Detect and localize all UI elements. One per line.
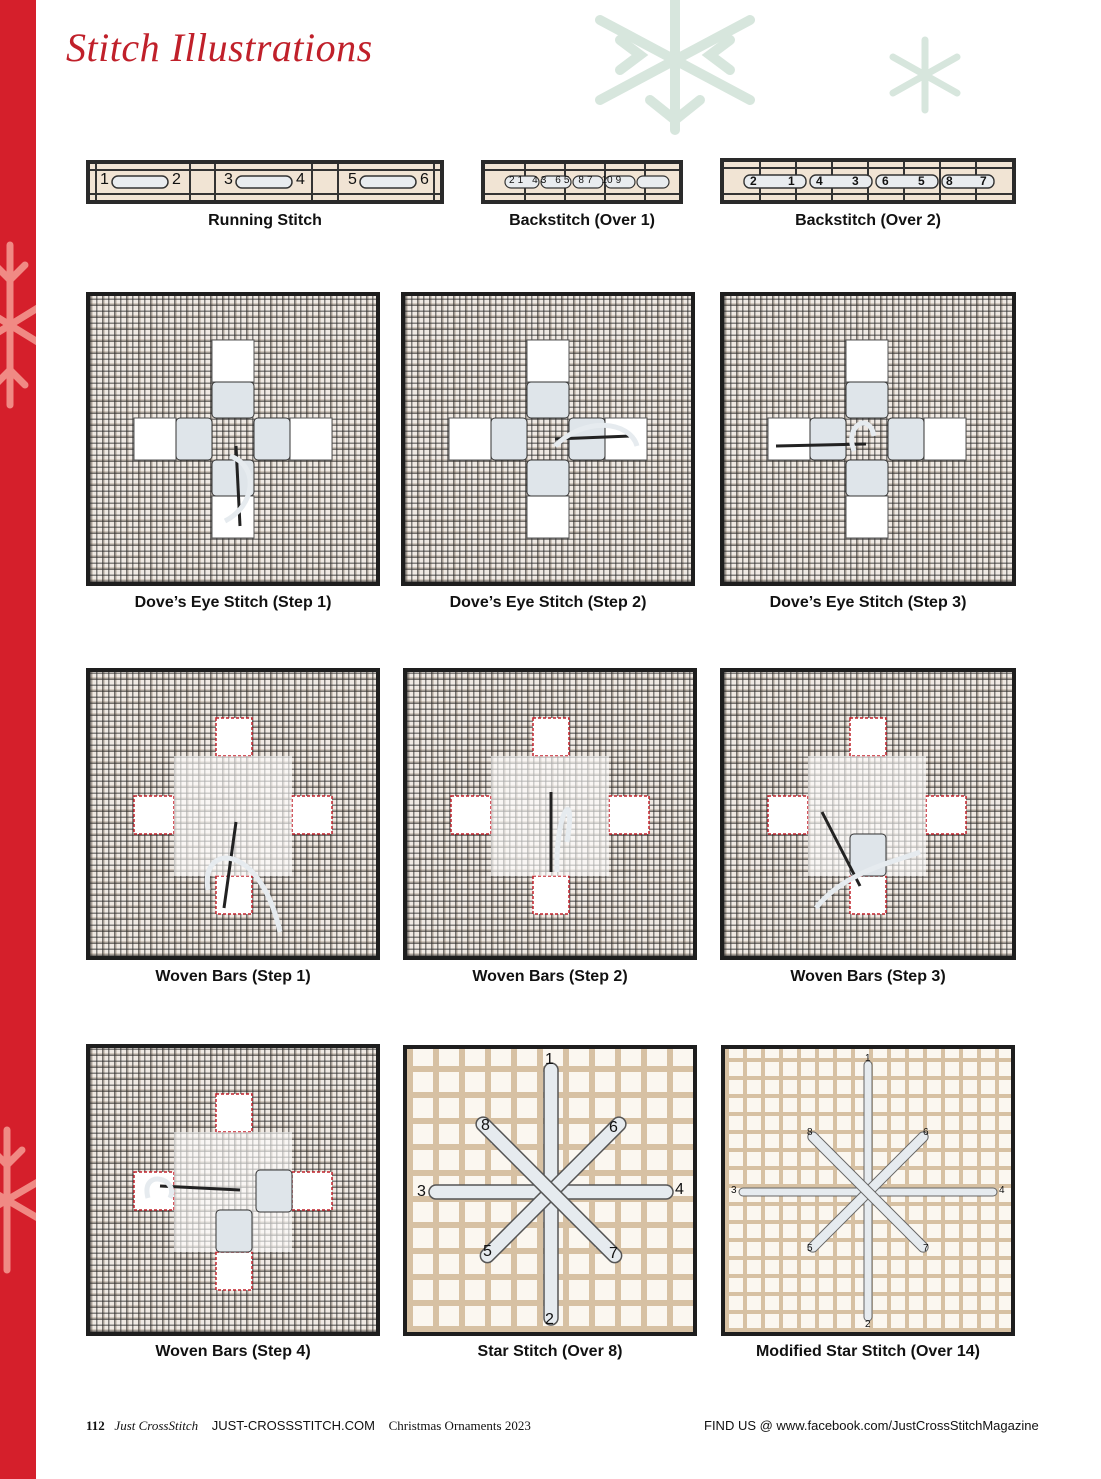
stitch-number: 5 (483, 1243, 492, 1260)
stitch-number: 1 (517, 175, 524, 186)
caption: Woven Bars (Step 1) (155, 968, 311, 985)
side-color-bar (0, 0, 36, 1479)
stitch-number: 3 (417, 1183, 426, 1200)
footer (86, 1418, 531, 1434)
caption: Star Stitch (Over 8) (477, 1343, 623, 1360)
stitch-number: 6 (609, 1119, 618, 1136)
running-stitch-diagram (86, 160, 444, 204)
star-stitch-diagram (403, 1045, 697, 1336)
snowflake-icon (580, 0, 770, 140)
caption: Modified Star Stitch (Over 14) (755, 1343, 981, 1360)
stitch-number: 1 (545, 1051, 554, 1068)
stitch-number: 6 (420, 171, 429, 188)
stitch-number: 4 (296, 171, 305, 188)
stitch-number: 2 (172, 171, 181, 188)
caption: Woven Bars (Step 3) (790, 968, 946, 985)
snowflake-icon (0, 235, 36, 415)
stitch-number: 6 (882, 174, 889, 188)
stitch-number: 5 (918, 174, 925, 188)
stitch-number: 7 (923, 1243, 929, 1254)
stitch-number: 4 (532, 175, 538, 186)
stitch-number: 1 (865, 1053, 871, 1064)
stitch-number: 4 (999, 1185, 1005, 1196)
snowflake-icon (885, 35, 965, 115)
stitch-number: 4 (675, 1181, 684, 1198)
stitch-number: 1 (100, 171, 109, 188)
backstitch-over-2-diagram (720, 158, 1016, 204)
stitch-number: 1 (788, 174, 795, 188)
caption: Backstitch (Over 2) (795, 212, 941, 229)
stitch-number: 8 (578, 175, 584, 186)
page-title: Stitch Illustrations (66, 25, 373, 70)
stitch-number: 2 (509, 175, 515, 186)
stitch-number: 5 (563, 175, 570, 186)
stitch-number: 5 (348, 171, 357, 188)
woven-bars-step-3-diagram (720, 668, 1016, 960)
stitch-number: 5 (807, 1243, 813, 1254)
stitch-number: 8 (946, 174, 953, 188)
magazine-name: Just CrossStitch (114, 1418, 199, 1433)
backstitch-over-1-diagram (481, 160, 683, 204)
stitch-number: 6 (555, 175, 561, 186)
website-link[interactable]: JUST-CROSSSTITCH.COM (211, 1418, 375, 1433)
caption: Woven Bars (Step 2) (472, 968, 628, 985)
snowflake-icon (0, 1120, 36, 1280)
caption: Dove’s Eye Stitch (Step 2) (449, 594, 647, 611)
stitch-number: 8 (807, 1127, 813, 1138)
caption: Backstitch (Over 1) (509, 212, 655, 229)
stitch-number: 7 (609, 1245, 618, 1262)
modified-star-stitch-diagram (721, 1045, 1015, 1336)
stitch-number: 2 (545, 1311, 554, 1328)
stitch-number: 9 (615, 175, 622, 186)
stitch-number: 7 (980, 174, 987, 188)
issue-name: Christmas Ornaments 2023 (388, 1418, 531, 1433)
caption: Dove’s Eye Stitch (Step 1) (134, 594, 332, 611)
stitch-number: 2 (865, 1319, 871, 1330)
page-number: 112 (86, 1418, 105, 1433)
stitch-number: 3 (852, 174, 859, 188)
stitch-number: 7 (586, 175, 593, 186)
stitch-number: 2 (750, 174, 757, 188)
stitch-number: 3 (224, 171, 233, 188)
stitch-number: 8 (481, 1117, 490, 1134)
caption: Woven Bars (Step 4) (155, 1343, 311, 1360)
woven-bars-step-2-diagram (403, 668, 697, 960)
stitch-number: 4 (816, 174, 823, 188)
doves-eye-step-3-diagram (720, 292, 1016, 586)
caption: Running Stitch (208, 212, 322, 229)
woven-bars-step-4-diagram (86, 1044, 380, 1336)
doves-eye-step-2-diagram (401, 292, 695, 586)
stitch-number: 6 (923, 1127, 929, 1138)
doves-eye-step-1-diagram (86, 292, 380, 586)
stitch-number: 3 (540, 175, 547, 186)
caption: Dove’s Eye Stitch (Step 3) (769, 594, 967, 611)
stitch-number: 10 (601, 175, 613, 186)
social-link[interactable]: FIND US @ www.facebook.com/JustCrossStitchMagazine (704, 1418, 1039, 1433)
stitch-number: 3 (731, 1185, 737, 1196)
woven-bars-step-1-diagram (86, 668, 380, 960)
